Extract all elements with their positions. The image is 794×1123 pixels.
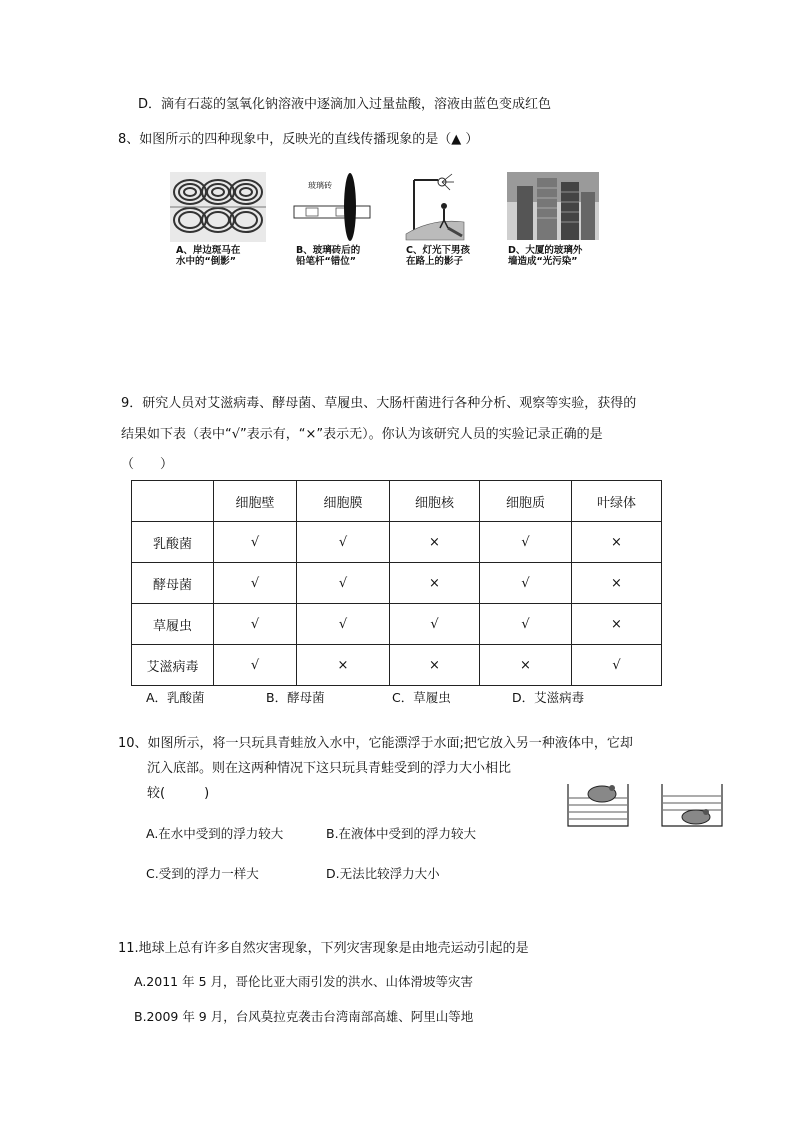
q10-option-d: D.无法比较浮力大小 <box>326 866 440 881</box>
glass-building-figure <box>507 172 599 240</box>
table-header <box>132 481 214 522</box>
table-row <box>132 522 662 563</box>
caption-b-line1: B、玻璃砖后的 <box>296 245 361 256</box>
frog-beakers-figure <box>560 776 730 831</box>
q10-option-b: B.在液体中受到的浮力较大 <box>326 826 477 841</box>
q10-option-c: C.受到的浮力一样大 <box>146 866 259 881</box>
caption-b-line2: 铅笔杆“错位” <box>296 256 356 267</box>
caption-a-line1: A、岸边斑马在 <box>176 245 241 256</box>
caption-c-line1: C、灯光下男孩 <box>406 245 470 256</box>
table-cell: √ <box>480 522 572 563</box>
table-cell: × <box>390 563 480 604</box>
table-header: 细胞膜 <box>297 481 390 522</box>
table-cell: √ <box>214 604 297 645</box>
table-cell: × <box>572 522 662 563</box>
table-row <box>132 645 662 686</box>
q8-stem: 8、如图所示的四种现象中，反映光的直线传播现象的是（▲ ） <box>118 132 479 147</box>
table-cell: √ <box>214 522 297 563</box>
table-cell: √ <box>480 563 572 604</box>
table-header: 细胞壁 <box>214 481 297 522</box>
q9-answer-blank: （ ） <box>121 457 174 472</box>
table-cell: × <box>390 522 480 563</box>
table-cell: × <box>390 645 480 686</box>
table-cell: √ <box>480 604 572 645</box>
table-cell: 草履虫 <box>132 604 214 645</box>
zebra-reflection-figure <box>170 172 266 242</box>
glass-pencil-figure <box>290 172 375 242</box>
table-cell: √ <box>214 645 297 686</box>
q11-option-b: B.2009 年 9 月，台风莫拉克袭击台湾南部高雄、阿里山等地 <box>134 1009 474 1024</box>
q10-stem-line2: 沉入底部。则在这两种情况下这只玩具青蛙受到的浮力大小相比 <box>147 761 512 776</box>
table-cell: √ <box>297 522 390 563</box>
table-header: 细胞核 <box>390 481 480 522</box>
table-cell: √ <box>390 604 480 645</box>
q9-option-c: C．草履虫 <box>392 690 451 705</box>
q11-stem: 11.地球上总有许多自然灾害现象，下列灾害现象是由地壳运动引起的是 <box>118 941 529 956</box>
caption-c-line2: 在路上的影子 <box>406 256 464 267</box>
table-row <box>132 604 662 645</box>
caption-a-line2: 水中的“倒影” <box>176 256 236 267</box>
q9-stem-line2: 结果如下表（表中“√”表示有，“×”表示无）。你认为该研究人员的实验记录正确的是 <box>121 427 603 442</box>
table-cell: 酵母菌 <box>132 563 214 604</box>
table-cell: 乳酸菌 <box>132 522 214 563</box>
q10-option-a: A.在水中受到的浮力较大 <box>146 826 284 841</box>
table-cell: √ <box>214 563 297 604</box>
q9-option-b: B．酵母菌 <box>266 690 325 705</box>
table-cell: × <box>297 645 390 686</box>
table-cell: × <box>572 604 662 645</box>
table-cell: × <box>480 645 572 686</box>
q7-option-d: D．滴有石蕊的氢氧化钠溶液中逐滴加入过量盐酸，溶液由蓝色变成红色 <box>138 97 552 112</box>
table-header: 叶绿体 <box>572 481 662 522</box>
table-row <box>132 563 662 604</box>
boy-shadow-figure <box>402 170 468 244</box>
table-cell: √ <box>572 645 662 686</box>
table-cell: √ <box>297 563 390 604</box>
caption-d-line2: 墙造成“光污染” <box>508 256 578 267</box>
q10-stem-line3: 较( ) <box>147 786 210 801</box>
q9-option-a: A．乳酸菌 <box>146 690 205 705</box>
glass-block-label: 玻璃砖 <box>308 181 332 190</box>
table-header-row <box>132 481 662 522</box>
q10-stem-line1: 10、如图所示，将一只玩具青蛙放入水中，它能漂浮于水面;把它放入另一种液体中，它却 <box>118 736 633 751</box>
table-cell: × <box>572 563 662 604</box>
table-cell: √ <box>297 604 390 645</box>
q9-stem-line1: 9．研究人员对艾滋病毒、酵母菌、草履虫、大肠杆菌进行各种分析、观察等实验，获得的 <box>121 396 637 411</box>
caption-d-line1: D、大厦的玻璃外 <box>508 245 583 256</box>
q11-option-a: A.2011 年 5 月，哥伦比亚大雨引发的洪水、山体滑坡等灾害 <box>134 974 473 989</box>
q9-option-d: D．艾滋病毒 <box>512 690 585 705</box>
table-cell: 艾滋病毒 <box>132 645 214 686</box>
table-header: 细胞质 <box>480 481 572 522</box>
cell-structure-table <box>131 480 662 686</box>
